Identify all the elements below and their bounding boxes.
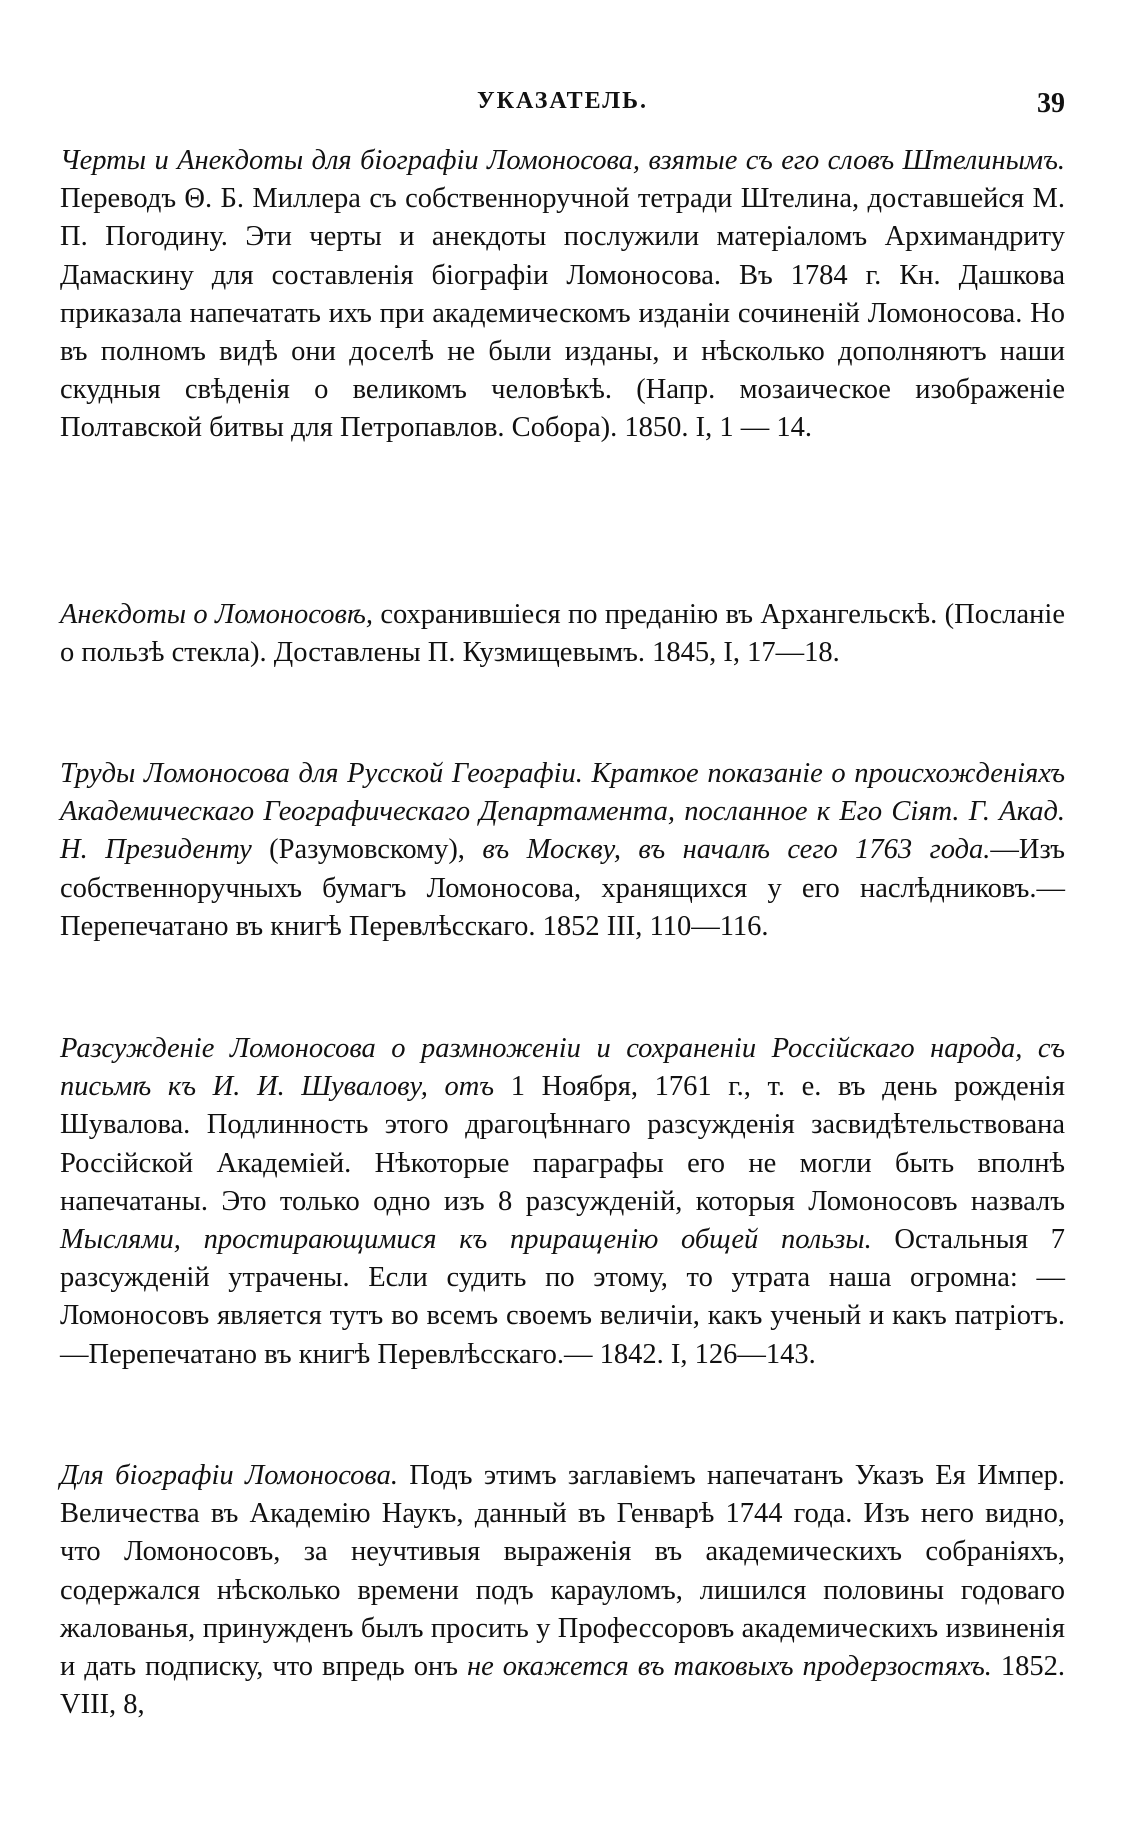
- entry-italic-text: Мыслями, простирающимися къ приращенію общей пользы.: [60, 1224, 872, 1256]
- running-head: [60, 88, 1065, 128]
- entry-text: 1852. VIII, 8,: [60, 1651, 1065, 1721]
- entry-text: Подъ этимъ заглавіемъ напечатанъ Указъ Ея Импер. Величества въ Академію Наукъ, данный въ Генварѣ 1744 года. Изъ него видно, что Ломоносовъ, за неучтивыя выраженія въ академическихъ собраніяхъ, содержался нѣсколько времени подъ карауломъ, лишился половины годоваго жалованья, принужденъ былъ просить у Профессоровъ академическихъ извиненія и дать подписку, что впредь онъ: [60, 1460, 1065, 1683]
- index-entry: [60, 1030, 1065, 1374]
- page-header-title: УКАЗАТЕЛЬ.: [476, 88, 649, 114]
- entry-text: сохранившіеся по преданію въ Архангельскѣ. (Посланіе о пользѣ стекла). Доставлены П. Кузмищевымъ. 1845, I, 17—18.: [60, 599, 1065, 669]
- entry-text: Переводъ Θ. Б. Миллера съ собственноручной тетради Штелина, доставшейся М. П. Погодину. Эти черты и анекдоты послужили матеріаломъ Архимандриту Дамаскину для составленія біографіи Ломоносова. Въ 1784 г. Кн. Дашкова приказала напечатать ихъ при академическомъ изданіи сочиненій Ломоносова. Но въ полномъ видѣ они доселѣ не были изданы, и нѣсколько дополняютъ наши скудныя свѣденія о великомъ человѣкѣ. (Напр. мозаическое изображеніе Полтавской битвы для Петропавлов. Собора). 1850. I, 1 — 14.: [60, 183, 1065, 444]
- entry-text: 1 Ноября, 1761 г., т. е. въ день рожденія Шувалова. Подлинность этого драгоцѣннаго разсужденія засвидѣтельствована Россійской Академіей. Нѣкоторые параграфы его не могли быть вполнѣ напечатаны. Это только одно изъ 8 разсужденій, которыя Ломоносовъ назвалъ: [60, 1071, 1065, 1217]
- entry-text: —Изъ собственноручныхъ бумагъ Ломоносова, хранящихся у его наслѣдниковъ.—Перепечатано въ книгѣ Перевлѣсскаго. 1852 III, 110—116.: [60, 834, 1065, 942]
- index-entry: [60, 1457, 1065, 1724]
- entry-title: Труды Ломоносова для Русской Географіи. Краткое показаніе о происхожденіяхъ Академическаго Географическаго Департамента, посланное к Его Сіят. Г. Акад. Н. Президенту: [60, 758, 1065, 866]
- entry-text: Остальныя 7 разсужденій утрачены. Если судить по этому, то утрата наша огромна: — Ломоносовъ является тутъ во всемъ своемъ величіи, какъ ученый и какъ патріотъ.—Перепечатано въ книгѣ Перевлѣсскаго.— 1842. I, 126—143.: [60, 1224, 1065, 1370]
- index-entry: [60, 596, 1065, 672]
- entry-title: Черты и Анекдоты для біографіи Ломоносова, взятые съ его словъ Штелинымъ.: [60, 145, 1065, 176]
- entry-title: Анекдоты о Ломоносовѣ,: [60, 599, 374, 630]
- index-entry: [60, 142, 1065, 448]
- entry-italic-text: въ Москву, въ началѣ сего 1763 года.: [482, 834, 991, 866]
- entry-title: Разсужденіе Ломоносова о размноженіи и сохраненіи Россійскаго народа, съ письмѣ къ И. И. Шувалову, отъ: [60, 1033, 1065, 1103]
- entry-title: Для біографіи Ломоносова.: [60, 1460, 398, 1491]
- page-number: 39: [1037, 88, 1065, 119]
- index-entry: [60, 755, 1065, 946]
- entry-text: (Разумовскому),: [251, 834, 483, 866]
- entry-italic-text: не окажется въ таковыхъ продерзостяхъ.: [466, 1651, 992, 1683]
